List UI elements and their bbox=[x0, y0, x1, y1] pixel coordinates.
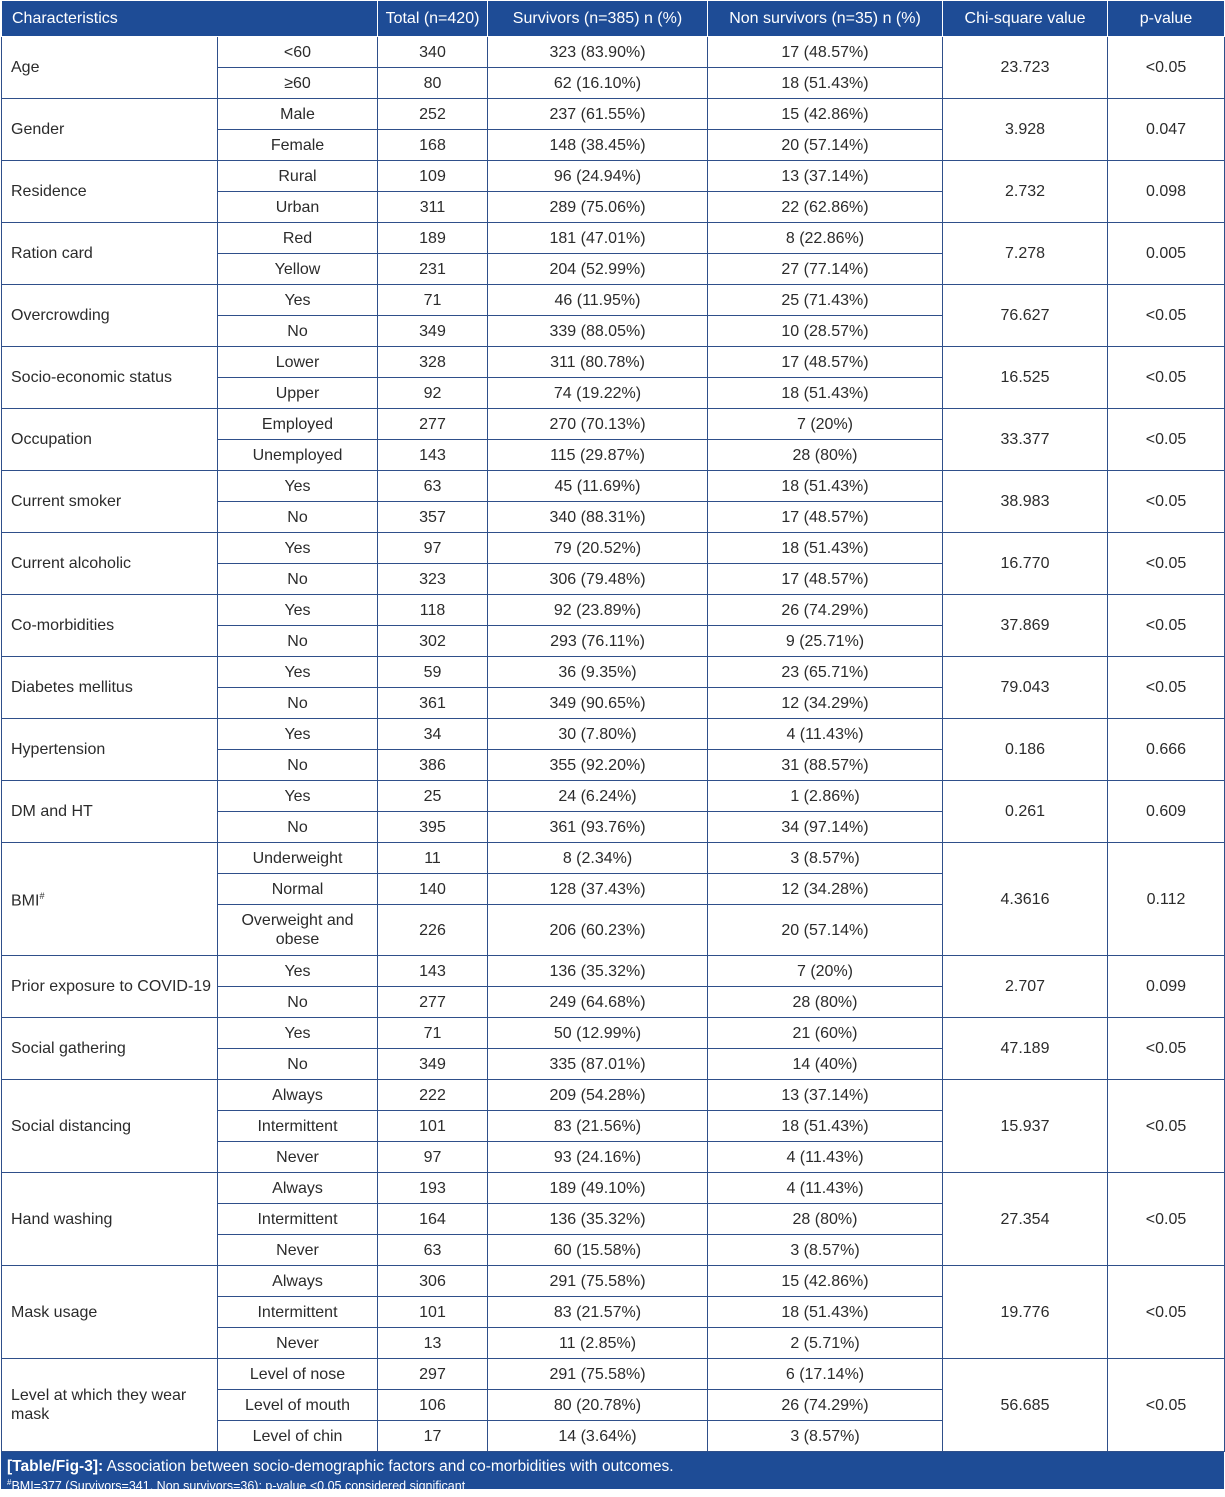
footnote-mark: # bbox=[39, 891, 45, 902]
category-cell: No bbox=[218, 688, 378, 719]
table-row bbox=[2, 843, 1225, 874]
chi-square-cell: 56.685 bbox=[943, 1359, 1108, 1452]
total-cell: 302 bbox=[378, 626, 488, 657]
table-row bbox=[2, 37, 1225, 68]
category-cell: Male bbox=[218, 99, 378, 130]
total-cell: 164 bbox=[378, 1204, 488, 1235]
non-survivors-cell: 18 (51.43%) bbox=[708, 533, 943, 564]
total-cell: 143 bbox=[378, 440, 488, 471]
caption-label: [Table/Fig-3]: bbox=[7, 1458, 104, 1475]
chi-square-cell: 37.869 bbox=[943, 595, 1108, 657]
table-body bbox=[2, 37, 1225, 1452]
total-cell: 361 bbox=[378, 688, 488, 719]
non-survivors-cell: 3 (8.57%) bbox=[708, 1235, 943, 1266]
survivors-cell: 8 (2.34%) bbox=[488, 843, 708, 874]
category-cell: Underweight bbox=[218, 843, 378, 874]
non-survivors-cell: 12 (34.28%) bbox=[708, 874, 943, 905]
table-row bbox=[2, 1359, 1225, 1390]
characteristic-label: Ration card bbox=[11, 245, 93, 262]
category-cell: ≥60 bbox=[218, 68, 378, 99]
survivors-cell: 181 (47.01%) bbox=[488, 223, 708, 254]
characteristic-label: Gender bbox=[11, 121, 65, 138]
survivors-cell: 204 (52.99%) bbox=[488, 254, 708, 285]
survivors-cell: 148 (38.45%) bbox=[488, 130, 708, 161]
category-cell: Yes bbox=[218, 285, 378, 316]
characteristic-label: Social distancing bbox=[11, 1117, 132, 1135]
table-row bbox=[2, 533, 1225, 564]
non-survivors-cell: 18 (51.43%) bbox=[708, 378, 943, 409]
total-cell: 328 bbox=[378, 347, 488, 378]
non-survivors-cell: 4 (11.43%) bbox=[708, 719, 943, 750]
category-cell: Level of mouth bbox=[218, 1390, 378, 1421]
survivors-cell: 361 (93.76%) bbox=[488, 812, 708, 843]
category-cell: Never bbox=[218, 1142, 378, 1173]
table-row bbox=[2, 595, 1225, 626]
total-cell: 386 bbox=[378, 750, 488, 781]
p-value-cell: 0.609 bbox=[1108, 781, 1225, 843]
non-survivors-cell: 34 (97.14%) bbox=[708, 812, 943, 843]
survivors-cell: 249 (64.68%) bbox=[488, 987, 708, 1018]
category-cell: Always bbox=[218, 1080, 378, 1111]
non-survivors-cell: 17 (48.57%) bbox=[708, 37, 943, 68]
table-row bbox=[2, 161, 1225, 192]
non-survivors-cell: 17 (48.57%) bbox=[708, 502, 943, 533]
characteristic-cell bbox=[2, 657, 218, 719]
survivors-cell: 209 (54.28%) bbox=[488, 1080, 708, 1111]
characteristic-cell bbox=[2, 409, 218, 471]
p-value-cell: <0.05 bbox=[1108, 285, 1225, 347]
survivors-cell: 128 (37.43%) bbox=[488, 874, 708, 905]
table-row bbox=[2, 1080, 1225, 1111]
category-cell: Female bbox=[218, 130, 378, 161]
survivors-cell: 74 (19.22%) bbox=[488, 378, 708, 409]
header-characteristics: Characteristics bbox=[2, 1, 378, 37]
survivors-cell: 96 (24.94%) bbox=[488, 161, 708, 192]
p-value-cell: <0.05 bbox=[1108, 1018, 1225, 1080]
total-cell: 11 bbox=[378, 843, 488, 874]
total-cell: 306 bbox=[378, 1266, 488, 1297]
characteristic-label: Hypertension bbox=[11, 741, 106, 758]
total-cell: 277 bbox=[378, 987, 488, 1018]
survivors-cell: 355 (92.20%) bbox=[488, 750, 708, 781]
category-cell: No bbox=[218, 316, 378, 347]
table-row bbox=[2, 719, 1225, 750]
total-cell: 231 bbox=[378, 254, 488, 285]
total-cell: 226 bbox=[378, 905, 488, 956]
chi-square-cell: 4.3616 bbox=[943, 843, 1108, 956]
category-cell: Yes bbox=[218, 1018, 378, 1049]
survivors-cell: 323 (83.90%) bbox=[488, 37, 708, 68]
characteristic-label: Current alcoholic bbox=[11, 555, 132, 572]
total-cell: 297 bbox=[378, 1359, 488, 1390]
non-survivors-cell: 18 (51.43%) bbox=[708, 471, 943, 502]
total-cell: 349 bbox=[378, 316, 488, 347]
non-survivors-cell: 20 (57.14%) bbox=[708, 905, 943, 956]
category-cell: Intermittent bbox=[218, 1204, 378, 1235]
characteristic-label: Residence bbox=[11, 183, 87, 200]
category-cell: Upper bbox=[218, 378, 378, 409]
p-value-cell: 0.098 bbox=[1108, 161, 1225, 223]
category-cell: No bbox=[218, 987, 378, 1018]
table-row bbox=[2, 781, 1225, 812]
p-value-cell: 0.099 bbox=[1108, 956, 1225, 1018]
non-survivors-cell: 13 (37.14%) bbox=[708, 161, 943, 192]
chi-square-cell: 16.770 bbox=[943, 533, 1108, 595]
category-cell: Always bbox=[218, 1266, 378, 1297]
non-survivors-cell: 25 (71.43%) bbox=[708, 285, 943, 316]
category-cell: Always bbox=[218, 1173, 378, 1204]
category-cell: Yes bbox=[218, 657, 378, 688]
non-survivors-cell: 9 (25.71%) bbox=[708, 626, 943, 657]
survivors-cell: 189 (49.10%) bbox=[488, 1173, 708, 1204]
characteristic-label: Overcrowding bbox=[11, 307, 110, 324]
caption-text: Association between socio-demographic factors and co-morbidities with outcomes. bbox=[106, 1458, 674, 1475]
category-cell: Overweight and obese bbox=[218, 905, 378, 956]
characteristic-label: BMI bbox=[11, 892, 40, 910]
survivors-cell: 115 (29.87%) bbox=[488, 440, 708, 471]
table-caption bbox=[1, 1452, 1224, 1494]
table-row bbox=[2, 1266, 1225, 1297]
non-survivors-cell: 13 (37.14%) bbox=[708, 1080, 943, 1111]
survivors-cell: 24 (6.24%) bbox=[488, 781, 708, 812]
category-cell: Red bbox=[218, 223, 378, 254]
non-survivors-cell: 15 (42.86%) bbox=[708, 1266, 943, 1297]
chi-square-cell: 16.525 bbox=[943, 347, 1108, 409]
non-survivors-cell: 23 (65.71%) bbox=[708, 657, 943, 688]
non-survivors-cell: 27 (77.14%) bbox=[708, 254, 943, 285]
survivors-cell: 14 (3.64%) bbox=[488, 1421, 708, 1452]
characteristic-cell bbox=[2, 99, 218, 161]
header-p-value: p-value bbox=[1108, 1, 1225, 37]
total-cell: 101 bbox=[378, 1297, 488, 1328]
total-cell: 106 bbox=[378, 1390, 488, 1421]
characteristic-label: Age bbox=[11, 59, 40, 76]
header-chi-square: Chi-square value bbox=[943, 1, 1108, 37]
survivors-cell: 291 (75.58%) bbox=[488, 1266, 708, 1297]
total-cell: 109 bbox=[378, 161, 488, 192]
category-cell: No bbox=[218, 750, 378, 781]
non-survivors-cell: 14 (40%) bbox=[708, 1049, 943, 1080]
characteristic-cell bbox=[2, 781, 218, 843]
category-cell: No bbox=[218, 626, 378, 657]
survivors-cell: 62 (16.10%) bbox=[488, 68, 708, 99]
category-cell: Urban bbox=[218, 192, 378, 223]
p-value-cell: <0.05 bbox=[1108, 1080, 1225, 1173]
table-figure bbox=[1, 0, 1224, 1494]
characteristic-label: Hand washing bbox=[11, 1210, 113, 1228]
characteristic-cell bbox=[2, 223, 218, 285]
non-survivors-cell: 7 (20%) bbox=[708, 409, 943, 440]
characteristic-label: Diabetes mellitus bbox=[11, 679, 133, 696]
non-survivors-cell: 26 (74.29%) bbox=[708, 1390, 943, 1421]
survivors-cell: 11 (2.85%) bbox=[488, 1328, 708, 1359]
category-cell: Unemployed bbox=[218, 440, 378, 471]
non-survivors-cell: 10 (28.57%) bbox=[708, 316, 943, 347]
non-survivors-cell: 4 (11.43%) bbox=[708, 1142, 943, 1173]
total-cell: 71 bbox=[378, 285, 488, 316]
category-cell: Yellow bbox=[218, 254, 378, 285]
chi-square-cell: 47.189 bbox=[943, 1018, 1108, 1080]
survivors-cell: 46 (11.95%) bbox=[488, 285, 708, 316]
total-cell: 395 bbox=[378, 812, 488, 843]
chi-square-cell: 27.354 bbox=[943, 1173, 1108, 1266]
p-value-cell: <0.05 bbox=[1108, 409, 1225, 471]
survivors-cell: 311 (80.78%) bbox=[488, 347, 708, 378]
characteristic-label: Mask usage bbox=[11, 1303, 98, 1321]
non-survivors-cell: 28 (80%) bbox=[708, 440, 943, 471]
p-value-cell: 0.005 bbox=[1108, 223, 1225, 285]
survivors-cell: 45 (11.69%) bbox=[488, 471, 708, 502]
caption-title bbox=[7, 1458, 1216, 1475]
table-row bbox=[2, 347, 1225, 378]
survivors-cell: 92 (23.89%) bbox=[488, 595, 708, 626]
category-cell: Yes bbox=[218, 719, 378, 750]
characteristic-label: Occupation bbox=[11, 431, 92, 448]
table-row bbox=[2, 223, 1225, 254]
non-survivors-cell: 28 (80%) bbox=[708, 987, 943, 1018]
survivors-cell: 83 (21.56%) bbox=[488, 1111, 708, 1142]
total-cell: 97 bbox=[378, 1142, 488, 1173]
header-total: Total (n=420) bbox=[378, 1, 488, 37]
non-survivors-cell: 3 (8.57%) bbox=[708, 1421, 943, 1452]
total-cell: 349 bbox=[378, 1049, 488, 1080]
total-cell: 25 bbox=[378, 781, 488, 812]
header-row bbox=[2, 1, 1225, 37]
survivors-cell: 93 (24.16%) bbox=[488, 1142, 708, 1173]
chi-square-cell: 7.278 bbox=[943, 223, 1108, 285]
category-cell: Employed bbox=[218, 409, 378, 440]
total-cell: 277 bbox=[378, 409, 488, 440]
header-survivors: Survivors (n=385) n (%) bbox=[488, 1, 708, 37]
results-table bbox=[1, 0, 1225, 1452]
category-cell: Yes bbox=[218, 533, 378, 564]
survivors-cell: 335 (87.01%) bbox=[488, 1049, 708, 1080]
survivors-cell: 291 (75.58%) bbox=[488, 1359, 708, 1390]
non-survivors-cell: 21 (60%) bbox=[708, 1018, 943, 1049]
category-cell: Yes bbox=[218, 781, 378, 812]
survivors-cell: 306 (79.48%) bbox=[488, 564, 708, 595]
characteristic-label: Prior exposure to COVID-19 bbox=[11, 978, 212, 995]
total-cell: 97 bbox=[378, 533, 488, 564]
total-cell: 13 bbox=[378, 1328, 488, 1359]
table-row bbox=[2, 99, 1225, 130]
characteristic-cell bbox=[2, 533, 218, 595]
characteristic-cell bbox=[2, 1359, 218, 1452]
chi-square-cell: 79.043 bbox=[943, 657, 1108, 719]
non-survivors-cell: 18 (51.43%) bbox=[708, 68, 943, 99]
characteristic-cell bbox=[2, 1080, 218, 1173]
survivors-cell: 206 (60.23%) bbox=[488, 905, 708, 956]
total-cell: 80 bbox=[378, 68, 488, 99]
survivors-cell: 289 (75.06%) bbox=[488, 192, 708, 223]
survivors-cell: 340 (88.31%) bbox=[488, 502, 708, 533]
survivors-cell: 50 (12.99%) bbox=[488, 1018, 708, 1049]
characteristic-cell bbox=[2, 956, 218, 1018]
caption-note bbox=[7, 1475, 1216, 1494]
category-cell: Normal bbox=[218, 874, 378, 905]
total-cell: 17 bbox=[378, 1421, 488, 1452]
non-survivors-cell: 4 (11.43%) bbox=[708, 1173, 943, 1204]
survivors-cell: 237 (61.55%) bbox=[488, 99, 708, 130]
non-survivors-cell: 12 (34.29%) bbox=[708, 688, 943, 719]
p-value-cell: <0.05 bbox=[1108, 37, 1225, 99]
total-cell: 92 bbox=[378, 378, 488, 409]
p-value-cell: <0.05 bbox=[1108, 595, 1225, 657]
chi-square-cell: 19.776 bbox=[943, 1266, 1108, 1359]
non-survivors-cell: 26 (74.29%) bbox=[708, 595, 943, 626]
category-cell: Never bbox=[218, 1235, 378, 1266]
category-cell: Level of chin bbox=[218, 1421, 378, 1452]
chi-square-cell: 2.707 bbox=[943, 956, 1108, 1018]
characteristic-cell bbox=[2, 471, 218, 533]
chi-square-cell: 0.261 bbox=[943, 781, 1108, 843]
characteristic-cell bbox=[2, 161, 218, 223]
survivors-cell: 79 (20.52%) bbox=[488, 533, 708, 564]
characteristic-label: Co-morbidities bbox=[11, 617, 115, 634]
chi-square-cell: 33.377 bbox=[943, 409, 1108, 471]
non-survivors-cell: 1 (2.86%) bbox=[708, 781, 943, 812]
category-cell: Rural bbox=[218, 161, 378, 192]
survivors-cell: 349 (90.65%) bbox=[488, 688, 708, 719]
characteristic-cell bbox=[2, 285, 218, 347]
total-cell: 252 bbox=[378, 99, 488, 130]
non-survivors-cell: 8 (22.86%) bbox=[708, 223, 943, 254]
category-cell: No bbox=[218, 502, 378, 533]
table-row bbox=[2, 1173, 1225, 1204]
header-non-survivors: Non survivors (n=35) n (%) bbox=[708, 1, 943, 37]
total-cell: 34 bbox=[378, 719, 488, 750]
category-cell: Intermittent bbox=[218, 1111, 378, 1142]
category-cell: Intermittent bbox=[218, 1297, 378, 1328]
p-value-cell: 0.112 bbox=[1108, 843, 1225, 956]
survivors-cell: 270 (70.13%) bbox=[488, 409, 708, 440]
total-cell: 59 bbox=[378, 657, 488, 688]
survivors-cell: 36 (9.35%) bbox=[488, 657, 708, 688]
p-value-cell: <0.05 bbox=[1108, 471, 1225, 533]
characteristic-cell bbox=[2, 1266, 218, 1359]
category-cell: Yes bbox=[218, 595, 378, 626]
survivors-cell: 83 (21.57%) bbox=[488, 1297, 708, 1328]
category-cell: <60 bbox=[218, 37, 378, 68]
total-cell: 357 bbox=[378, 502, 488, 533]
characteristic-cell bbox=[2, 347, 218, 409]
survivors-cell: 136 (35.32%) bbox=[488, 956, 708, 987]
characteristic-label: Level at which they wear mask bbox=[11, 1387, 187, 1423]
caption-note-text: BMI=377 (Survivors=341, Non survivors=36); p-value <0.05 considered significant bbox=[11, 1479, 466, 1494]
characteristic-cell bbox=[2, 719, 218, 781]
characteristic-label: Current smoker bbox=[11, 493, 122, 510]
non-survivors-cell: 18 (51.43%) bbox=[708, 1297, 943, 1328]
characteristic-cell bbox=[2, 843, 218, 956]
chi-square-cell: 2.732 bbox=[943, 161, 1108, 223]
non-survivors-cell: 2 (5.71%) bbox=[708, 1328, 943, 1359]
survivors-cell: 60 (15.58%) bbox=[488, 1235, 708, 1266]
non-survivors-cell: 7 (20%) bbox=[708, 956, 943, 987]
non-survivors-cell: 6 (17.14%) bbox=[708, 1359, 943, 1390]
non-survivors-cell: 3 (8.57%) bbox=[708, 843, 943, 874]
non-survivors-cell: 20 (57.14%) bbox=[708, 130, 943, 161]
table-row bbox=[2, 1018, 1225, 1049]
non-survivors-cell: 22 (62.86%) bbox=[708, 192, 943, 223]
characteristic-cell bbox=[2, 1173, 218, 1266]
non-survivors-cell: 28 (80%) bbox=[708, 1204, 943, 1235]
total-cell: 143 bbox=[378, 956, 488, 987]
p-value-cell: 0.047 bbox=[1108, 99, 1225, 161]
chi-square-cell: 38.983 bbox=[943, 471, 1108, 533]
total-cell: 193 bbox=[378, 1173, 488, 1204]
category-cell: No bbox=[218, 1049, 378, 1080]
p-value-cell: 0.666 bbox=[1108, 719, 1225, 781]
chi-square-cell: 23.723 bbox=[943, 37, 1108, 99]
table-row bbox=[2, 471, 1225, 502]
characteristic-label: Social gathering bbox=[11, 1040, 126, 1057]
characteristic-cell bbox=[2, 37, 218, 99]
caption-note-mark: # bbox=[7, 1478, 12, 1487]
category-cell: No bbox=[218, 812, 378, 843]
category-cell: No bbox=[218, 564, 378, 595]
characteristic-label: DM and HT bbox=[11, 803, 93, 820]
characteristic-cell bbox=[2, 1018, 218, 1080]
total-cell: 140 bbox=[378, 874, 488, 905]
table-row bbox=[2, 956, 1225, 987]
table-row bbox=[2, 409, 1225, 440]
non-survivors-cell: 17 (48.57%) bbox=[708, 564, 943, 595]
p-value-cell: <0.05 bbox=[1108, 533, 1225, 595]
total-cell: 323 bbox=[378, 564, 488, 595]
category-cell: Yes bbox=[218, 471, 378, 502]
chi-square-cell: 3.928 bbox=[943, 99, 1108, 161]
survivors-cell: 339 (88.05%) bbox=[488, 316, 708, 347]
non-survivors-cell: 31 (88.57%) bbox=[708, 750, 943, 781]
p-value-cell: <0.05 bbox=[1108, 347, 1225, 409]
total-cell: 222 bbox=[378, 1080, 488, 1111]
non-survivors-cell: 17 (48.57%) bbox=[708, 347, 943, 378]
total-cell: 168 bbox=[378, 130, 488, 161]
table-row bbox=[2, 657, 1225, 688]
total-cell: 118 bbox=[378, 595, 488, 626]
total-cell: 63 bbox=[378, 471, 488, 502]
characteristic-label: Socio-economic status bbox=[11, 369, 172, 386]
chi-square-cell: 0.186 bbox=[943, 719, 1108, 781]
survivors-cell: 293 (76.11%) bbox=[488, 626, 708, 657]
category-cell: Never bbox=[218, 1328, 378, 1359]
p-value-cell: <0.05 bbox=[1108, 1266, 1225, 1359]
total-cell: 340 bbox=[378, 37, 488, 68]
category-cell: Level of nose bbox=[218, 1359, 378, 1390]
survivors-cell: 136 (35.32%) bbox=[488, 1204, 708, 1235]
chi-square-cell: 76.627 bbox=[943, 285, 1108, 347]
non-survivors-cell: 18 (51.43%) bbox=[708, 1111, 943, 1142]
p-value-cell: <0.05 bbox=[1108, 1359, 1225, 1452]
total-cell: 101 bbox=[378, 1111, 488, 1142]
category-cell: Yes bbox=[218, 956, 378, 987]
p-value-cell: <0.05 bbox=[1108, 657, 1225, 719]
p-value-cell: <0.05 bbox=[1108, 1173, 1225, 1266]
total-cell: 311 bbox=[378, 192, 488, 223]
total-cell: 71 bbox=[378, 1018, 488, 1049]
survivors-cell: 80 (20.78%) bbox=[488, 1390, 708, 1421]
survivors-cell: 30 (7.80%) bbox=[488, 719, 708, 750]
chi-square-cell: 15.937 bbox=[943, 1080, 1108, 1173]
table-row bbox=[2, 285, 1225, 316]
total-cell: 63 bbox=[378, 1235, 488, 1266]
characteristic-cell bbox=[2, 595, 218, 657]
non-survivors-cell: 15 (42.86%) bbox=[708, 99, 943, 130]
category-cell: Lower bbox=[218, 347, 378, 378]
total-cell: 189 bbox=[378, 223, 488, 254]
